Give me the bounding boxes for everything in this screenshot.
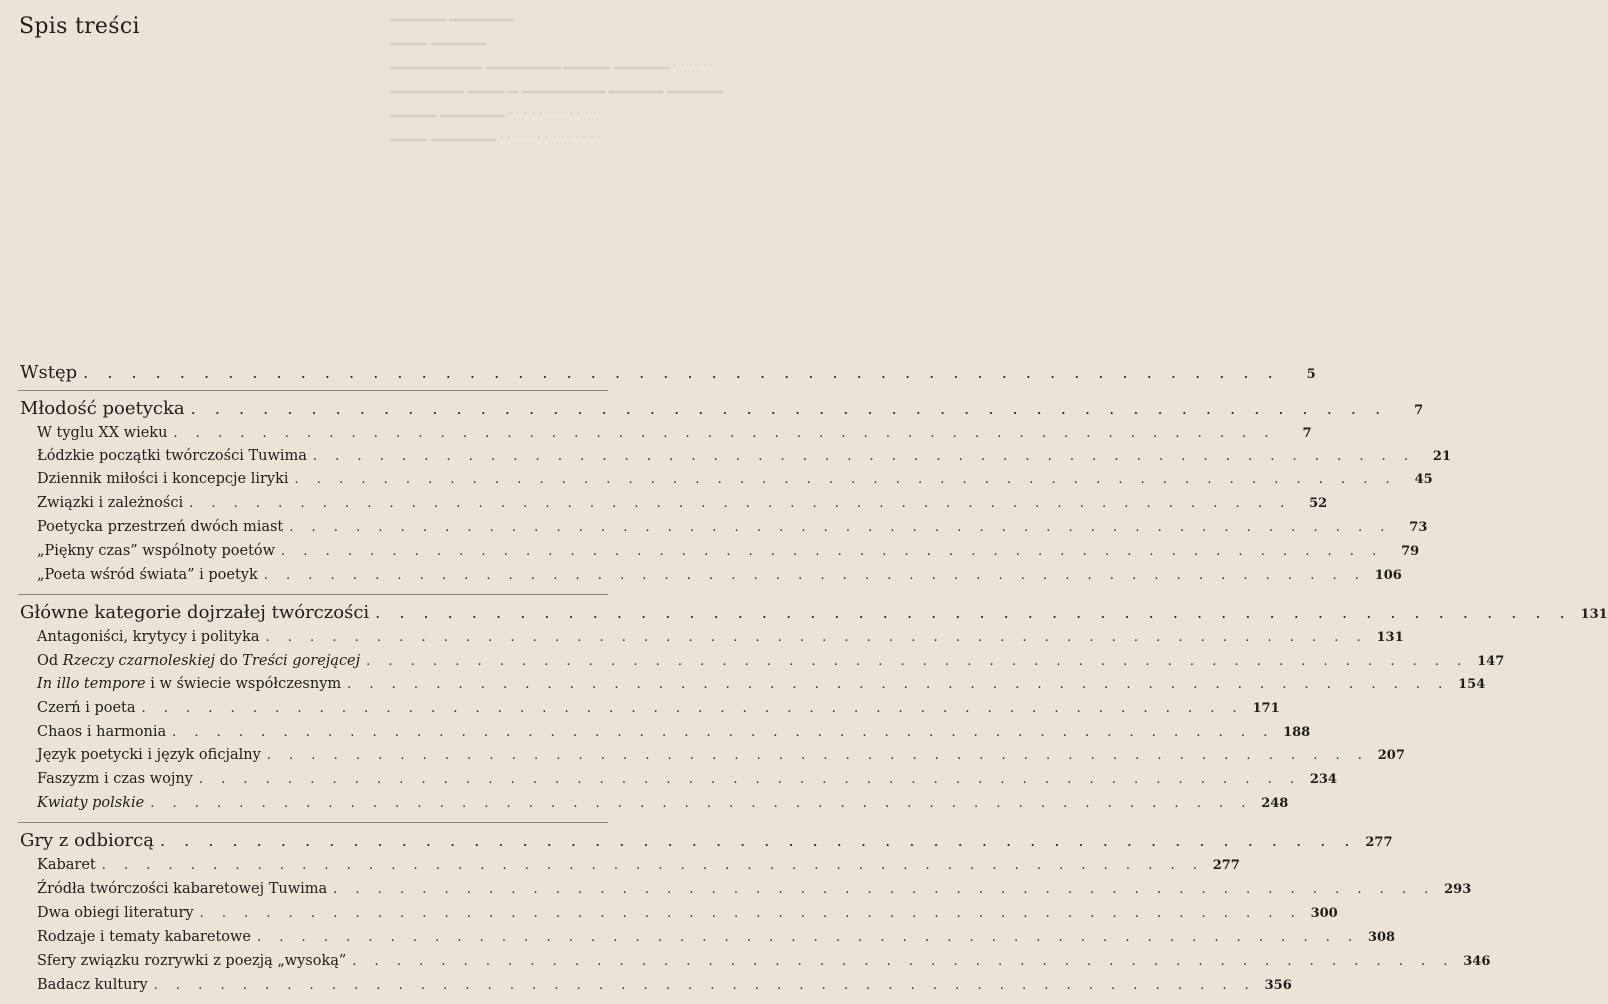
entry-title: In illo tempore i w świecie współczesnym	[37, 676, 342, 692]
show-through-text: ▁▁▁▁▁▁ ▁▁▁▁▁▁▁ ▁▁▁▁ ▁▁▁▁▁▁ ▁▁▁▁▁▁▁▁▁▁ ▁▁▁▁▁▁▁▁ ▁▁▁▁▁ ▁▁▁▁▁▁ . . . . . ▁▁▁▁▁▁▁▁ ▁▁▁▁ ▁ ▁▁▁▁▁▁▁▁▁ ▁▁▁▁▁▁ ▁▁▁▁▁▁ ▁▁▁▁▁ ▁▁▁▁▁▁▁ . . . . . . . . . . . . ▁▁▁▁ ▁▁▁▁▁▁▁ . . . . . . . . . . . . .	[390, 7, 723, 141]
leader-dots	[199, 772, 1301, 787]
toc-entry	[37, 724, 1311, 740]
entry-title: Źródła twórczości kabaretowej Tuwima	[37, 881, 328, 897]
leader-dots	[154, 978, 1256, 993]
section-divider	[18, 390, 608, 391]
page-number: 131	[1580, 607, 1608, 622]
page-number: 79	[1401, 544, 1420, 559]
toc-entry	[37, 905, 1338, 921]
page-number: 73	[1409, 520, 1428, 535]
toc-entry	[37, 629, 1404, 645]
toc-entry	[37, 881, 1472, 897]
entry-title: Chaos i harmonia	[37, 724, 167, 740]
section-title: Młodość poetycka	[20, 398, 185, 419]
entry-title: Dziennik miłości i koncepcje liryki	[37, 471, 289, 487]
leader-dots	[375, 603, 1572, 622]
leader-dots	[295, 472, 1397, 487]
toc-entry	[37, 448, 1452, 464]
leader-dots	[347, 677, 1449, 692]
page-number: 147	[1477, 654, 1505, 669]
page-number: 308	[1367, 930, 1396, 945]
leader-dots	[173, 426, 1275, 441]
entry-title: Badacz kultury	[37, 977, 148, 993]
page-number: 154	[1458, 677, 1486, 692]
leader-dots	[142, 701, 1244, 716]
toc-entry	[37, 653, 1505, 669]
page-number: 171	[1252, 701, 1280, 716]
entry-title: Łódzkie początki twórczości Tuwima	[37, 448, 307, 464]
entry-title: Kabaret	[37, 857, 96, 873]
toc-entry	[37, 471, 1433, 487]
entry-title: Faszyzm i czas wojny	[37, 771, 193, 787]
toc-entry	[37, 857, 1240, 873]
toc-entry	[37, 771, 1337, 787]
leader-dots	[200, 906, 1302, 921]
toc-entry	[37, 567, 1402, 583]
toc-entry	[37, 425, 1312, 441]
toc-section	[20, 830, 1393, 851]
toc-entry	[37, 676, 1486, 692]
page-number: 131	[1376, 630, 1404, 645]
leader-dots	[257, 930, 1359, 945]
leader-dots	[172, 725, 1274, 740]
leader-dots	[289, 520, 1391, 535]
page-number: 5	[1306, 367, 1316, 382]
entry-title: Poetycka przestrzeń dwóch miast	[37, 519, 284, 535]
page-number: 207	[1377, 748, 1405, 763]
leader-dots	[313, 449, 1415, 464]
entry-title: Od Rzeczy czarnoleskiej do Treści gorejącej	[37, 653, 361, 669]
toc-section	[20, 362, 1316, 383]
entry-title: Związki i zależności	[37, 495, 184, 511]
toc-entry	[37, 495, 1328, 511]
page-number: 21	[1432, 449, 1452, 464]
leader-dots	[191, 399, 1388, 418]
entry-title: „Piękny czas” wspólnoty poetów	[37, 543, 276, 559]
toc-section	[20, 602, 1608, 623]
toc-entry	[37, 795, 1289, 811]
leader-dots	[83, 363, 1280, 382]
entry-title: Język poetycki i język oficjalny	[37, 747, 261, 763]
toc-entry	[37, 977, 1292, 993]
leader-dots	[160, 831, 1357, 850]
entry-title: Antagoniści, krytycy i polityka	[37, 629, 260, 645]
toc-entry	[37, 747, 1405, 763]
entry-title: „Poeta wśród świata” i poetyk	[37, 567, 258, 583]
section-title: Gry z odbiorcą	[20, 830, 154, 851]
leader-dots	[266, 630, 1368, 645]
entry-title: Rodzaje i tematy kabaretowe	[37, 929, 251, 945]
toc-entry	[37, 543, 1420, 559]
leader-dots	[264, 568, 1366, 583]
section-title: Główne kategorie dojrzałej twórczości	[20, 602, 370, 623]
entry-title: Kwiaty polskie	[37, 795, 145, 811]
page-number: 293	[1444, 882, 1472, 897]
entry-title: Sfery związku rozrywki z poezją „wysoką”	[37, 953, 347, 969]
entry-title: Dwa obiegi literatury	[37, 905, 194, 921]
page-number: 356	[1264, 978, 1292, 993]
toc-entry	[37, 929, 1396, 945]
page-number: 7	[1414, 403, 1424, 418]
leader-dots	[352, 954, 1454, 969]
section-divider	[18, 822, 608, 823]
page-number: 277	[1212, 858, 1240, 873]
entry-title: W tyglu XX wieku	[37, 425, 168, 441]
toc-section	[20, 398, 1424, 419]
leader-dots	[150, 796, 1252, 811]
section-title: Wstęp	[20, 362, 78, 383]
page-number: 188	[1283, 725, 1311, 740]
page-number: 106	[1374, 568, 1402, 583]
page-number: 7	[1302, 426, 1312, 441]
page-number: 346	[1463, 954, 1491, 969]
leader-dots	[333, 882, 1435, 897]
leader-dots	[189, 496, 1291, 511]
page-number: 300	[1310, 906, 1338, 921]
leader-dots	[102, 858, 1204, 873]
page-number: 52	[1309, 496, 1328, 511]
page-title: Spis treści	[19, 14, 140, 39]
page-number: 277	[1365, 835, 1393, 850]
leader-dots	[267, 748, 1369, 763]
page-number: 234	[1309, 772, 1337, 787]
leader-dots	[281, 544, 1383, 559]
toc-entry	[37, 700, 1280, 716]
section-divider	[18, 594, 608, 595]
page-number: 45	[1414, 472, 1433, 487]
leader-dots	[366, 654, 1468, 669]
entry-title: Czerń i poeta	[37, 700, 136, 716]
toc-entry	[37, 519, 1428, 535]
page-number: 248	[1261, 796, 1289, 811]
toc-entry	[37, 953, 1491, 969]
